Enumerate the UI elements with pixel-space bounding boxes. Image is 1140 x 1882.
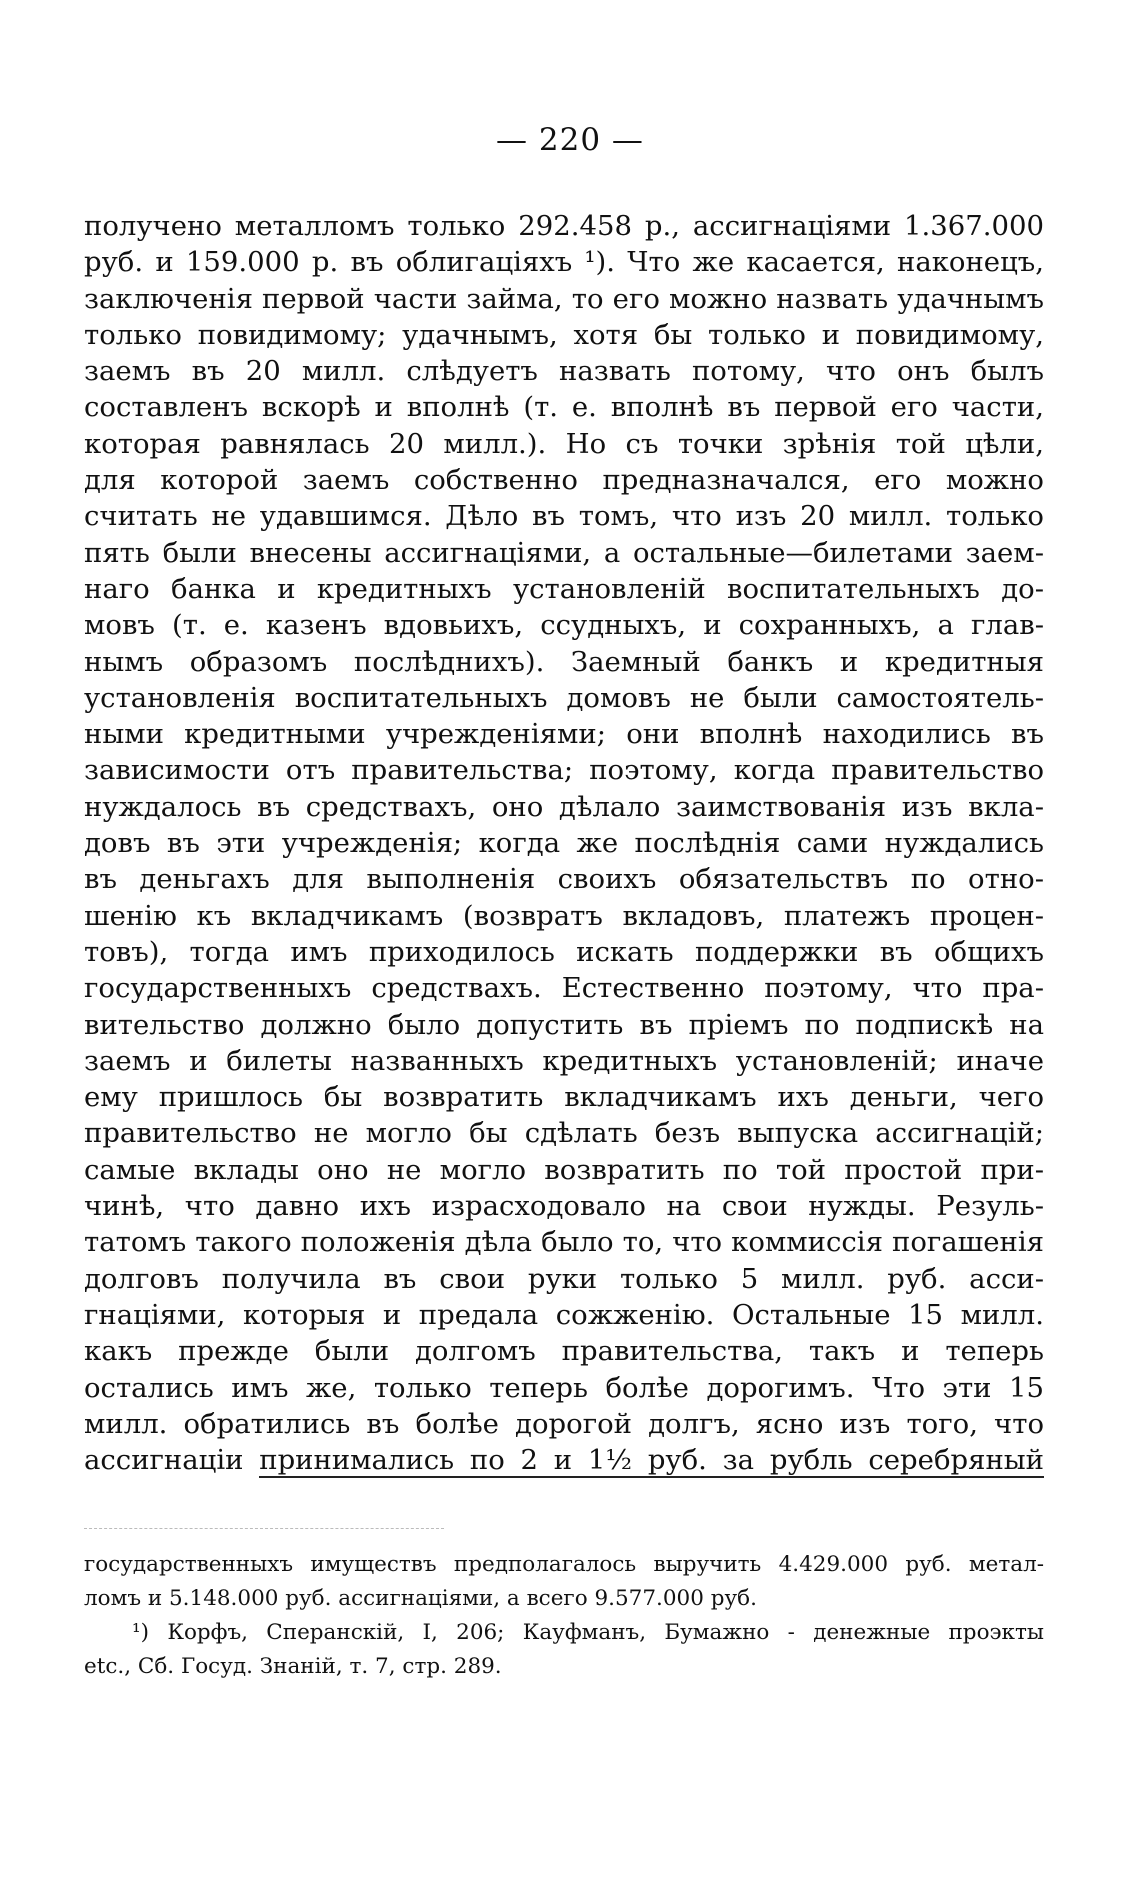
text-line: остались имъ же, только теперь болѣе дорогимъ. Что эти 15 xyxy=(84,1371,1044,1404)
footnote-line: государственныхъ имуществъ предполагалось выручить 4.429.000 руб. метал- xyxy=(84,1552,1044,1577)
text-line: наго банка и кредитныхъ установленій воспитательныхъ до- xyxy=(84,572,1044,605)
text-line: ными кредитными учрежденіями; они вполнѣ находились въ xyxy=(84,718,1044,751)
text-line: долговъ получила въ свои руки только 5 милл. руб. асси- xyxy=(84,1262,1044,1295)
text-line: въ деньгахъ для выполненія своихъ обязательствъ по отно- xyxy=(84,863,1044,896)
text-line: установленія воспитательныхъ домовъ не были самостоятель- xyxy=(84,681,1044,714)
text-line-underlined xyxy=(84,1442,1044,1478)
text-line: шенію къ вкладчикамъ (возвратъ вкладовъ, платежъ процен- xyxy=(84,899,1044,932)
footnote-marker: ¹) xyxy=(132,1620,150,1645)
text-line: для которой заемъ собственно предназначался, его можно xyxy=(84,464,1044,497)
text-line: мовъ (т. е. казенъ вдовьихъ, ссудныхъ, и сохранныхъ, а глав- xyxy=(84,609,1044,642)
text-line: чинѣ, что давно ихъ израсходовало на свои нужды. Резуль- xyxy=(84,1190,1044,1223)
text-line: заключенія первой части займа, то его можно назвать удачнымъ xyxy=(84,282,1044,315)
main-text xyxy=(84,208,1044,1478)
underlined-text: принимались по 2 и 1½ руб. за рубль серебряный xyxy=(259,1444,1044,1477)
text-line: заемъ и билеты названныхъ кредитныхъ установленій; иначе xyxy=(84,1044,1044,1077)
text-line: ему пришлось бы возвратить вкладчикамъ ихъ деньги, чего xyxy=(84,1081,1044,1114)
text-line: какъ прежде были долгомъ правительства, такъ и теперь xyxy=(84,1335,1044,1368)
footnote-line: ломъ и 5.148.000 руб. ассигнаціями, а всего 9.577.000 руб. xyxy=(84,1586,757,1611)
footnote-text: Корфъ, Сперанскій, I, 206; Кауфманъ, Бумажно - денежные проэкты xyxy=(167,1620,1044,1645)
text-line: государственныхъ средствахъ. Естественно поэтому, что пра- xyxy=(84,972,1044,1005)
footnote-divider xyxy=(84,1528,444,1529)
text-line: самые вклады оно не могло возвратить по той простой при- xyxy=(84,1153,1044,1186)
footnote-1 xyxy=(84,1616,1044,1650)
text-line: милл. обратились въ болѣе дорогой долгъ, ясно изъ того, что xyxy=(84,1407,1044,1440)
text-line: татомъ такого положенія дѣла было то, что коммиссія погашенія xyxy=(84,1226,1044,1259)
text-line: вительство должно было допустить въ пріемъ по подпискѣ на xyxy=(84,1008,1044,1041)
text-line: составленъ вскорѣ и вполнѣ (т. е. вполнѣ въ первой его части, xyxy=(84,391,1044,424)
text-line: гнаціями, которыя и предала сожженію. Остальные 15 милл. xyxy=(84,1298,1044,1331)
text-line: нуждалось въ средствахъ, оно дѣлало заимствованія изъ вкла- xyxy=(84,790,1044,823)
text-segment: ассигнаціи xyxy=(84,1444,260,1477)
text-line: получено металломъ только 292.458 р., ассигнаціями 1.367.000 xyxy=(84,210,1044,242)
text-line: только повидимому; удачнымъ, хотя бы только и повидимому, xyxy=(84,318,1044,351)
text-line: руб. и 159.000 р. въ облигаціяхъ ¹). Что же касается, наконецъ, xyxy=(84,246,1044,279)
text-line: которая равнялась 20 милл.). Но съ точки зрѣнія той цѣли, xyxy=(84,427,1044,460)
text-line: считать не удавшимся. Дѣло въ томъ, что изъ 20 милл. только xyxy=(84,500,1044,533)
footnote-line: etc., Сб. Госуд. Знаній, т. 7, стр. 289. xyxy=(84,1654,502,1679)
text-line: пять были внесены ассигнаціями, а остальные—билетами заем- xyxy=(84,536,1044,569)
text-line: зависимости отъ правительства; поэтому, когда правительство xyxy=(84,754,1044,787)
text-line: довъ въ эти учрежденія; когда же послѣднія сами нуждались xyxy=(84,827,1044,860)
text-line: нымъ образомъ послѣднихъ). Заемный банкъ и кредитныя xyxy=(84,645,1044,678)
text-line: заемъ въ 20 милл. слѣдуетъ назвать потому, что онъ былъ xyxy=(84,355,1044,388)
text-line: правительство не могло бы сдѣлать безъ выпуска ассигнацій; xyxy=(84,1117,1044,1150)
text-line: товъ), тогда имъ приходилось искать поддержки въ общихъ xyxy=(84,935,1044,968)
footnotes xyxy=(84,1548,1044,1684)
page-number: — 220 — xyxy=(496,122,644,158)
